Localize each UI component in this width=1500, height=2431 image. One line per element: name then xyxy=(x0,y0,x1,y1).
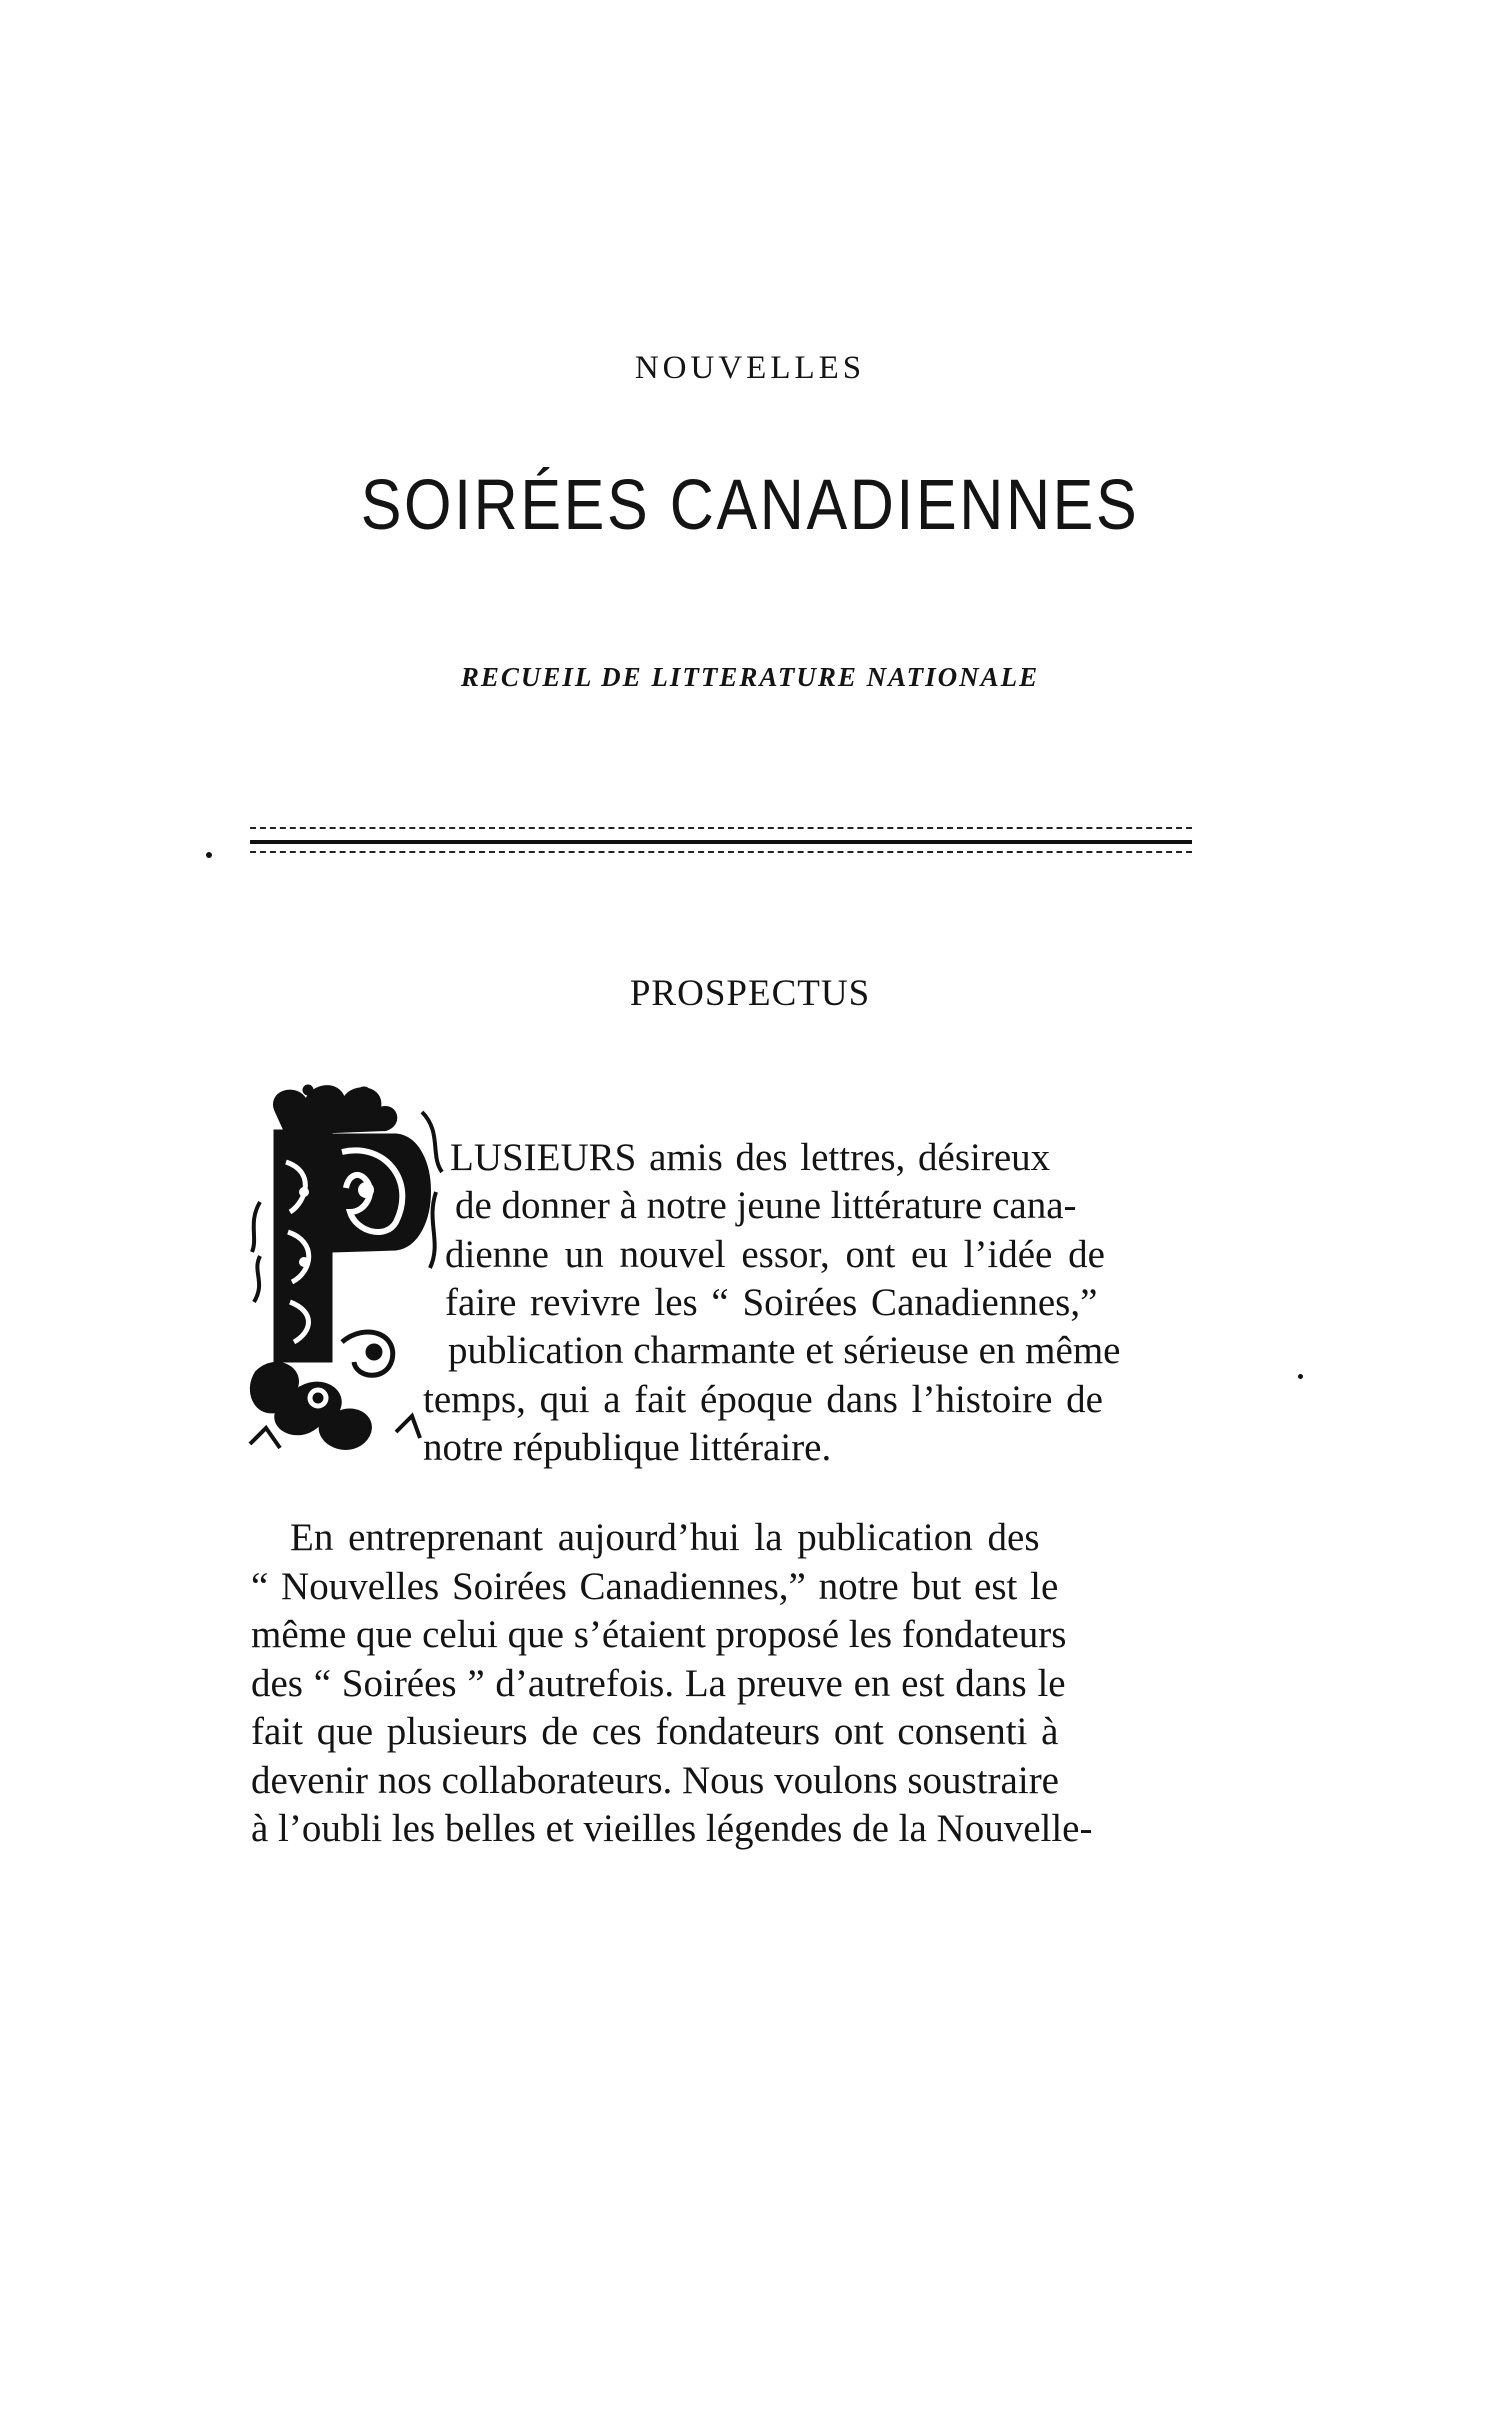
ornamental-rule-thick xyxy=(250,840,1192,844)
text-line: à l’oubli les belles et vieilles légendes de la Nouvelle- xyxy=(251,1807,1093,1850)
text-line: En entreprenant aujourd’hui la publication des xyxy=(290,1516,1040,1559)
text-line: même que celui que s’étaient proposé les fondateurs xyxy=(251,1613,1067,1656)
text-line: publication charmante et sérieuse en même xyxy=(448,1329,1121,1372)
text-line: faire revivre les “ Soirées Canadiennes,” xyxy=(445,1281,1098,1324)
overtitle: NOUVELLES xyxy=(634,350,866,386)
text-line: des “ Soirées ” d’autrefois. La preuve en est dans le xyxy=(251,1662,1066,1705)
ornamental-rule-bottom xyxy=(250,851,1192,853)
ink-speck xyxy=(1298,1374,1303,1379)
page-title: SOIRÉES CANADIENNES xyxy=(360,466,1140,545)
ink-speck xyxy=(206,852,212,858)
text-line: temps, qui a fait époque dans l’histoire de xyxy=(423,1378,1103,1421)
ornamental-rule-top xyxy=(250,827,1192,829)
text-line: LUSIEURS amis des lettres, désireux xyxy=(450,1136,1051,1179)
text-line: notre république littéraire. xyxy=(423,1426,832,1469)
text-line: de donner à notre jeune littérature cana- xyxy=(455,1184,1077,1227)
text-line: “ Nouvelles Soirées Canadiennes,” notre but est le xyxy=(251,1565,1059,1608)
text-line: devenir nos collaborateurs. Nous voulons soustraire xyxy=(251,1759,1059,1802)
text-line: dienne un nouvel essor, ont eu l’idée de xyxy=(445,1233,1105,1276)
decorated-initial-p-icon xyxy=(246,1072,446,1464)
text-line: fait que plusieurs de ces fondateurs ont consenti à xyxy=(251,1710,1059,1753)
subtitle: RECUEIL DE LITTERATURE NATIONALE xyxy=(460,662,1040,692)
section-heading: PROSPECTUS xyxy=(629,973,871,1014)
